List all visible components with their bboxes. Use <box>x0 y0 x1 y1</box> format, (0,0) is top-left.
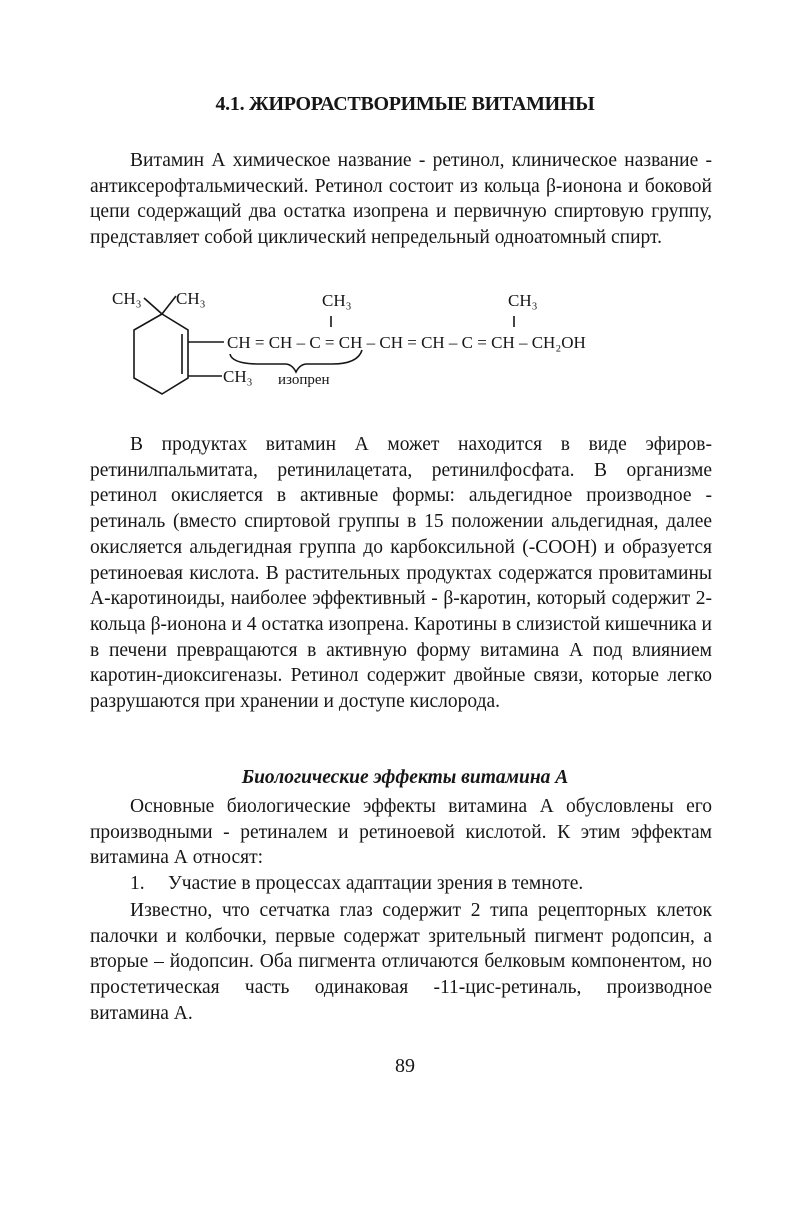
isoprene-label: изопрен <box>278 372 330 388</box>
ring-methyl-left: CH₃ <box>112 289 142 308</box>
page-number: 89 <box>395 1055 415 1077</box>
branch-methyl-1: CH₃ <box>322 291 352 310</box>
list-item-text: Участие в процессах адаптации зрения в темноте. <box>168 873 584 894</box>
paragraph-effects-intro: Основные биологические эффекты витамина А обусловлены его производными - ретиналем и ретиноевой кислотой. К этим эффектам витамина А относят: <box>90 796 712 869</box>
ring-methyl-bottom: CH₃ <box>223 367 253 386</box>
cyclohexene-ring <box>134 314 188 394</box>
list-item-1 <box>130 871 583 897</box>
subheading-biological-effects: Биологические эффекты витамина А <box>241 767 569 788</box>
list-item-number: 1. <box>130 873 145 894</box>
paragraph-retina: Известно, что сетчатка глаз содержит 2 типа рецепторных клеток палочки и колбочки, первые содержат зрительный пигмент родопсин, а вторые – йодопсин. Оба пигмента отличаются белковым компонентом, но простетическая часть одинаковая -11-цис-ретиналь, производное витамина А. <box>90 900 712 1024</box>
paragraph-retinol-definition: Витамин А химическое название - ретинол, клиническое название - антиксерофтальмический. Ретинол состоит из кольца β-ионона и боковой цепи содержащий два остатка изопрена и первичную спиртовую группу, представляет собой циклический непредельный одноатомный спирт. <box>90 150 712 249</box>
retinol-structural-formula <box>100 282 700 412</box>
ring-methyl-right: CH₃ <box>176 289 206 308</box>
side-chain: CH = CH – C = CH – CH = CH – C = CH – CH₂OH <box>227 333 586 352</box>
branch-methyl-2: CH₃ <box>508 291 538 310</box>
section-heading: 4.1. ЖИРОРАСТВОРИМЫЕ ВИТАМИНЫ <box>215 93 595 115</box>
paragraph-retinol-forms: В продуктах витамин А может находится в виде эфиров-ретинилпальмитата, ретинилацетата, ретинилфосфата. В организме ретинол окисляется в активные формы: альдегидное производное - ретиналь (вместо спиртовой группы в 15 положении альдегидная, далее окисляется альдегидная группа до карбоксильной (-СООН) и образуется ретиноевая кислота. В растительных продуктах содержатся провитамины А-каротиноиды, наиболее эффективный - β-каротин, который содержит 2-кольца β-ионона и 4 остатка изопрена. Каротины в слизистой кишечника и в печени превращаются в активную форму витамина А под влиянием каротин-диоксигеназы. Ретинол содержит двойные связи, которые легко разрушаются при хранении и доступе кислорода. <box>90 434 712 713</box>
